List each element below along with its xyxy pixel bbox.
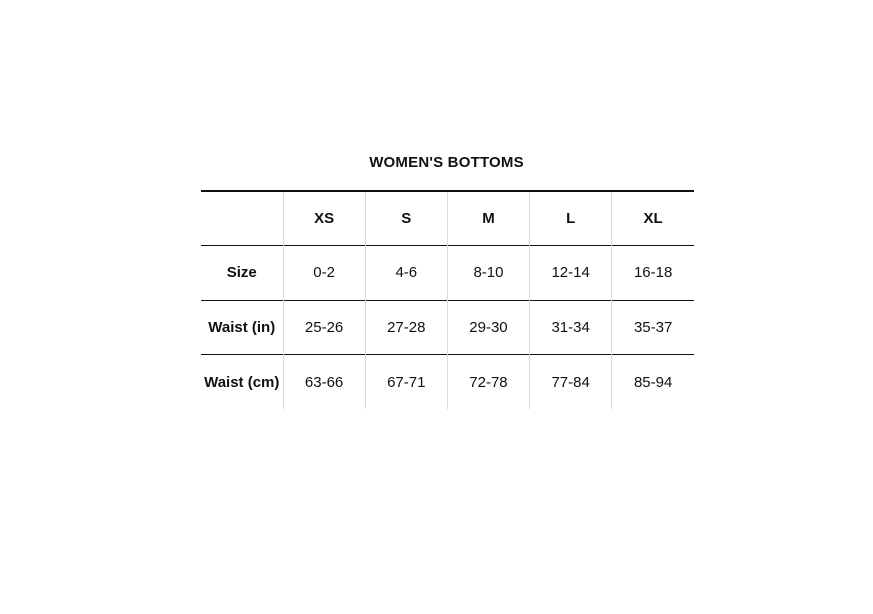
table-cell: 77-84 [530,355,612,410]
table-cell: 25-26 [283,300,365,355]
corner-cell [201,191,283,246]
column-header-xl: XL [612,191,694,246]
column-header-m: M [447,191,529,246]
table-cell: 67-71 [365,355,447,410]
table-cell: 72-78 [447,355,529,410]
row-label-waist-in: Waist (in) [208,318,276,336]
table-row [201,355,694,410]
table-cell: 35-37 [612,300,694,355]
table-row [201,246,694,301]
table-cell: 63-66 [283,355,365,410]
table-cell: 85-94 [612,355,694,410]
column-header-s: S [365,191,447,246]
table-cell: 4-6 [365,246,447,301]
table-cell: 8-10 [447,246,529,301]
table-cell: 16-18 [612,246,694,301]
table-cell: 31-34 [530,300,612,355]
table-cell: 29-30 [447,300,529,355]
row-label-waist-cm: Waist (cm) [204,373,280,391]
header-row [201,191,694,246]
table-cell: 0-2 [283,246,365,301]
column-header-xs: XS [283,191,365,246]
table-row [201,300,694,355]
size-chart-table [201,190,694,409]
row-label-size: Size [226,264,257,282]
table-title: WOMEN'S BOTTOMS [369,154,524,171]
table-cell: 27-28 [365,300,447,355]
column-header-l: L [530,191,612,246]
table-cell: 12-14 [530,246,612,301]
